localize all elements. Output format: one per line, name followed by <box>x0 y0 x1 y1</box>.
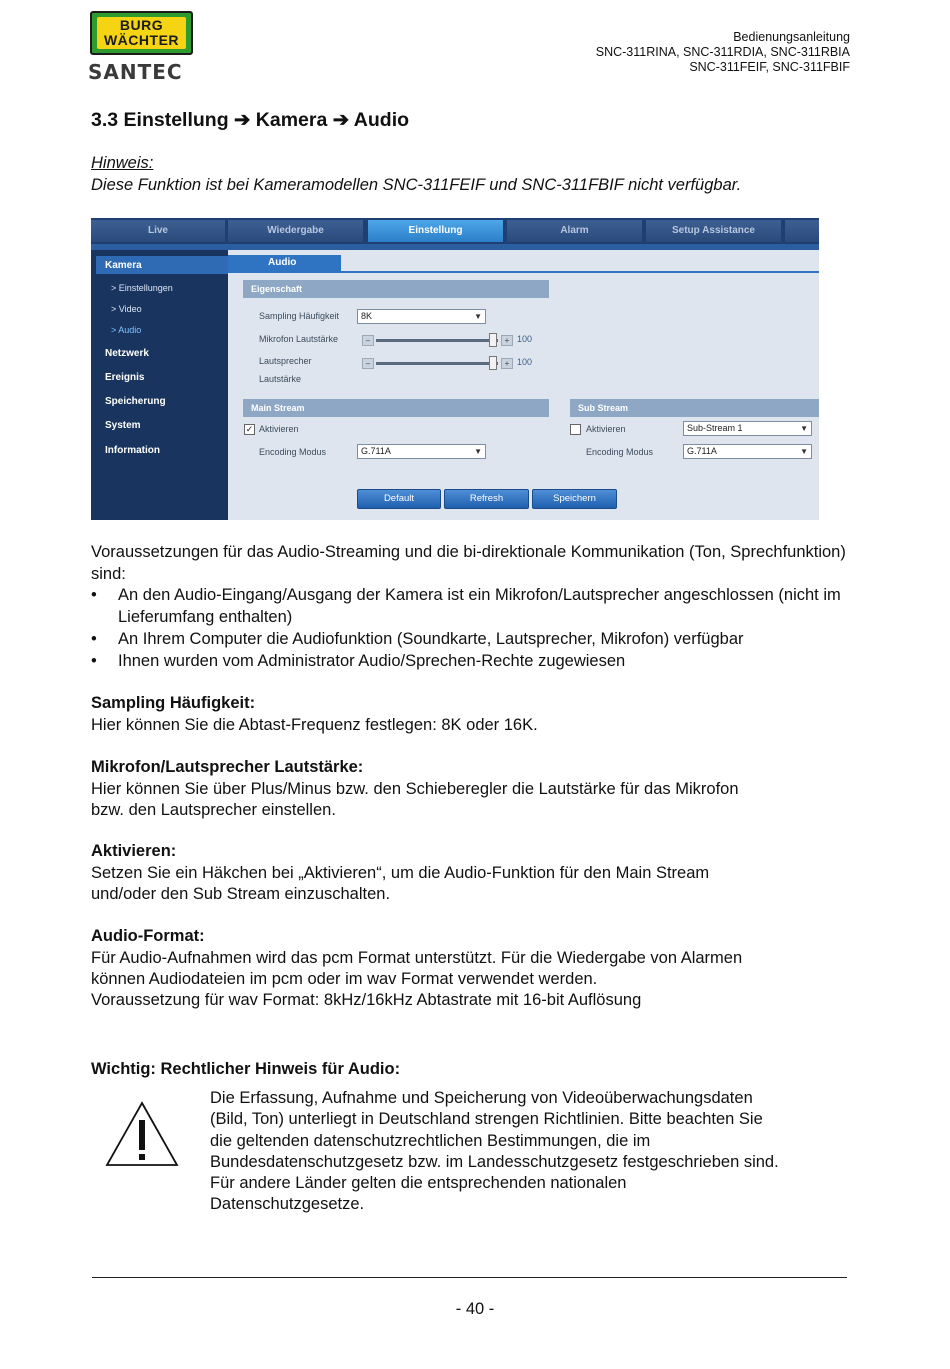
speaker-volume-slider[interactable] <box>376 362 498 365</box>
panel-main-stream: Main Stream <box>243 399 549 417</box>
tab-overflow <box>785 220 819 242</box>
heading-audio-format: Audio-Format: <box>91 927 205 945</box>
warning-line-4: Bundesdatenschutzgesetz bzw. im Landesschutzgesetz festgeschrieben sind. <box>210 1152 779 1171</box>
chevron-down-icon: ▼ <box>800 447 808 456</box>
warning-line-2: (Bild, Ton) unterliegt in Deutschland strengen Richtlinien. Bitte beachten Sie <box>210 1110 763 1129</box>
heading-volume: Mikrofon/Lautsprecher Lautstärke: <box>91 758 364 776</box>
speaker-slider-handle[interactable] <box>489 356 497 370</box>
heading-aktivieren: Aktivieren: <box>91 842 177 860</box>
chevron-right-icon: > <box>111 304 119 314</box>
warning-triangle-icon <box>104 1100 180 1168</box>
speaker-plus-button[interactable]: + <box>501 358 513 369</box>
sidebar-item-kamera[interactable]: Kamera <box>105 260 142 271</box>
speaker-minus-button[interactable]: – <box>362 358 374 369</box>
mic-slider-handle[interactable] <box>489 333 497 347</box>
burg-waechter-logo <box>90 11 193 55</box>
sub-aktivieren-label: Aktivieren <box>586 424 626 434</box>
panel-sub-stream: Sub Stream <box>570 399 819 417</box>
default-button[interactable]: Default <box>357 489 441 509</box>
tab-einstellung[interactable]: Einstellung <box>368 220 503 242</box>
volume-line-1: Hier können Sie über Plus/Minus bzw. den Schieberegler die Lautstärke für das Mikrofon <box>91 780 739 798</box>
sidebar-sub-audio[interactable]: > Audio <box>111 325 142 335</box>
audio-format-line-1: Für Audio-Aufnahmen wird das pcm Format unterstützt. Für die Wiedergabe von Alarmen <box>91 949 743 967</box>
sidebar-item-speicherung[interactable]: Speicherung <box>105 396 166 407</box>
audio-format-line-2: können Audiodateien im pcm oder im wav Format verwendet werden. <box>91 970 598 988</box>
speaker-volume-label-1: Lautsprecher <box>259 356 312 366</box>
section-title: 3.3 Einstellung ➔ Kamera ➔ Audio <box>91 109 410 131</box>
bullet-text-1: An den Audio-Eingang/Ausgang der Kamera ist ein Mikrofon/Lautsprecher angeschlossen (nicht im Lieferumfang enthalten) <box>118 586 841 626</box>
santec-logo: SANTEC <box>88 60 183 84</box>
chevron-right-icon: > <box>111 325 119 335</box>
warning-text <box>210 1088 850 1216</box>
chevron-down-icon: ▼ <box>474 447 482 456</box>
camera-audio-settings-screenshot <box>91 218 819 520</box>
sidebar-item-ereignis[interactable]: Ereignis <box>105 372 145 383</box>
main-encoding-label: Encoding Modus <box>259 447 327 457</box>
mic-volume-slider[interactable] <box>376 339 498 342</box>
chevron-down-icon: ▼ <box>474 312 482 321</box>
intro-paragraph: Voraussetzungen für das Audio-Streaming und die bi-direktionale Kommunikation (Ton, Sprechfunktion) sind: <box>91 543 846 583</box>
hint-label: Hinweis: <box>91 154 154 172</box>
sub-stream-checkbox[interactable] <box>570 424 581 435</box>
sub-encoding-select[interactable]: G.711A ▼ <box>683 444 812 459</box>
sidebar-sub-einstellungen[interactable]: > Einstellungen <box>111 283 173 293</box>
speaker-volume-value: 100 <box>517 357 533 367</box>
hint-text: Diese Funktion ist bei Kameramodellen SNC-311FEIF und SNC-311FBIF nicht verfügbar. <box>91 176 742 194</box>
warning-line-6: Datenschutzgesetze. <box>210 1195 365 1214</box>
panel-eigenschaft: Eigenschaft <box>243 280 549 298</box>
header-line2: SNC-311RINA, SNC-311RDIA, SNC-311RBIA <box>595 45 850 59</box>
main-aktivieren-label: Aktivieren <box>259 424 299 434</box>
header-line3: SNC-311FEIF, SNC-311FBIF <box>689 60 850 74</box>
sub-encoding-label: Encoding Modus <box>586 447 654 457</box>
document-header <box>596 30 850 75</box>
list-item: • An den Audio-Eingang/Ausgang der Kamera ist ein Mikrofon/Lautsprecher angeschlossen (nicht im Lieferumfang enthalten) <box>91 585 861 629</box>
header-line1: Bedienungsanleitung <box>733 30 850 44</box>
tab-alarm[interactable]: Alarm <box>507 220 642 242</box>
chevron-right-icon: > <box>111 283 119 293</box>
sampling-select[interactable]: 8K ▼ <box>357 309 486 324</box>
bullet-text-2: An Ihrem Computer die Audiofunktion (Soundkarte, Lautsprecher, Mikrofon) verfügbar <box>118 630 744 648</box>
tab-audio[interactable]: Audio <box>228 255 341 271</box>
save-button[interactable]: Speichern <box>532 489 617 509</box>
logo-line1: BURG <box>119 17 164 33</box>
tab-live[interactable]: Live <box>91 220 225 242</box>
warning-title: Wichtig: Rechtlicher Hinweis für Audio: <box>91 1060 401 1078</box>
sidebar-item-information[interactable]: Information <box>105 445 160 456</box>
mic-volume-label: Mikrofon Lautstärke <box>259 334 339 344</box>
sampling-line-1: Hier können Sie die Abtast-Frequenz festlegen: 8K oder 16K. <box>91 716 538 734</box>
speaker-volume-label-2: Lautstärke <box>259 374 302 384</box>
footer-divider <box>92 1277 847 1278</box>
sampling-label: Sampling Häufigkeit <box>259 311 340 321</box>
aktivieren-line-1: Setzen Sie ein Häkchen bei „Aktivieren“, um die Audio-Funktion für den Main Stream <box>91 864 710 882</box>
heading-sampling: Sampling Häufigkeit: <box>91 694 256 712</box>
mic-minus-button[interactable]: – <box>362 335 374 346</box>
tab-wiedergabe[interactable]: Wiedergabe <box>228 220 363 242</box>
sidebar-item-system[interactable]: System <box>105 420 141 431</box>
list-item: • Ihnen wurden vom Administrator Audio/Sprechen-Rechte zugewiesen <box>91 651 861 673</box>
mic-plus-button[interactable]: + <box>501 335 513 346</box>
main-stream-checkbox[interactable]: ✓ <box>245 424 254 434</box>
page-number: - 40 - <box>455 1300 495 1318</box>
refresh-button[interactable]: Refresh <box>444 489 529 509</box>
sidebar-sub-video[interactable]: > Video <box>111 304 142 314</box>
warning-line-5: Für andere Länder gelten die entsprechenden nationalen <box>210 1174 627 1193</box>
tab-setup-assistance[interactable]: Setup Assistance <box>646 220 781 242</box>
volume-line-2: bzw. den Lautsprecher einstellen. <box>91 801 336 819</box>
warning-line-1: Die Erfassung, Aufnahme und Speicherung von Videoüberwachungsdaten <box>210 1089 753 1107</box>
list-item: • An Ihrem Computer die Audiofunktion (Soundkarte, Lautsprecher, Mikrofon) verfügbar <box>91 629 861 651</box>
aktivieren-line-2: und/oder den Sub Stream einzuschalten. <box>91 885 391 903</box>
main-encoding-select[interactable]: G.711A ▼ <box>357 444 486 459</box>
sub-stream-select[interactable]: Sub-Stream 1 ▼ <box>683 421 812 436</box>
tab-underline <box>228 271 819 273</box>
mic-volume-value: 100 <box>517 334 533 344</box>
sidebar-item-netzwerk[interactable]: Netzwerk <box>105 348 149 359</box>
chevron-down-icon: ▼ <box>800 424 808 433</box>
logo-line2: WÄCHTER <box>103 32 180 48</box>
warning-line-3: die geltenden datenschutzrechtlichen Bestimmungen, die im <box>210 1131 651 1150</box>
audio-format-line-3: Voraussetzung für wav Format: 8kHz/16kHz Abtastrate mit 16-bit Auflösung <box>91 991 642 1009</box>
bullet-text-3: Ihnen wurden vom Administrator Audio/Sprechen-Rechte zugewiesen <box>118 652 626 670</box>
